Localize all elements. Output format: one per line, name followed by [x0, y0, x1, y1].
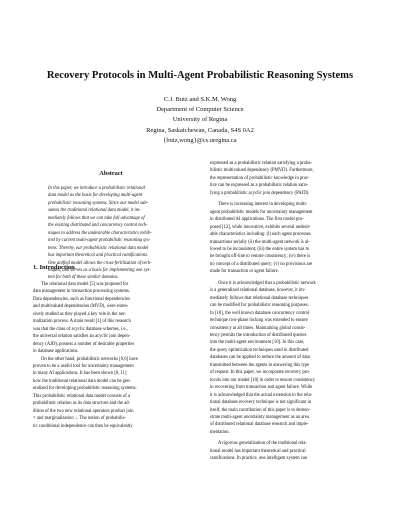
- body-text-line: fying a probabilistic acyclic join dependency (PAJD).: [210, 190, 310, 196]
- body-text-line: On the other hand, probabilistic networks [6,6] have: [41, 356, 139, 362]
- author-university: University of Regina: [172, 116, 228, 124]
- body-text-line: and multivalued dependencies (MVD), were exten-: [33, 304, 129, 310]
- body-text-line: of distributed relational database research and imple-: [210, 422, 309, 428]
- author-block: [100, 95, 300, 146]
- abstract-line: the existing distributed and concurrency control tech-: [48, 223, 148, 229]
- body-text-line: eralized for developing probabilistic reasoning systems.: [33, 386, 137, 392]
- abstract-line: One unified model allows the cross-fertilization of tech-: [48, 260, 152, 266]
- body-text-line: In [10], the well known database concurrency control: [210, 310, 310, 316]
- body-text-line: of request. In this paper, we incorporate recovery pro-: [210, 370, 311, 376]
- right-column-body: [210, 160, 368, 463]
- body-text-line: bilistic multivalued dependency (PMVD). Furthermore,: [210, 168, 314, 174]
- body-text-line: made for transaction or agent failure.: [210, 269, 279, 275]
- body-text-line: in database applications.: [33, 349, 79, 355]
- body-text-line: agent probabilistic models for uncertainty management: [210, 209, 313, 215]
- author-location: Regina, Saskatchewan, Canada, S4S 0A2: [146, 126, 254, 134]
- body-text-line: in distributed AI applications. The first model pro-: [210, 217, 304, 223]
- body-text-line: proven to be a useful tool for uncertainty management: [33, 363, 134, 369]
- body-text-line: tic conditional independence can then be equivalently: [33, 423, 133, 429]
- body-text-line: dency (AJD), possess a number of desirable properties: [33, 341, 135, 347]
- paper-title: Recovery Protocols in Multi-Agent Probabilistic Reasoning Systems: [46, 70, 354, 81]
- body-text-line: itself, the main contribution of this paper is to demon-: [210, 407, 311, 413]
- body-text-line: tional database recovery technique is not significant in: [210, 400, 312, 406]
- body-text-line: technique two-phase locking was extended to ensure: [210, 318, 308, 324]
- body-text-line: This probabilistic relational data model consists of a: [33, 393, 131, 399]
- body-text-line: × and marginalization ↓. The notion of probabilis-: [33, 416, 126, 422]
- abstract-line: ited by current multi-agent probabilistic reasoning sys-: [48, 238, 151, 244]
- body-text-line: in recovering from transaction and agent failure. While: [210, 385, 313, 391]
- body-text-line: the query optimization techniques used in distributed: [210, 347, 309, 353]
- body-text-line: dition of the two new relational operators product join: [33, 408, 134, 414]
- abstract-line: has important theoretical and practical ramifications.: [48, 253, 149, 259]
- introduction-body: [33, 281, 189, 430]
- abstract-line: niques, and serves as a basis for implementing one sys-: [48, 267, 151, 273]
- body-text-line: in many AI applications. It has been shown [8, 11]: [33, 371, 127, 377]
- body-text-line: was that the class of acyclic database schemes, i.e.,: [33, 326, 128, 332]
- body-text-line: tocols into our model [10] in order to ensure consistency: [210, 377, 316, 383]
- abstract-line: data model as the basis for developing multi-agent: [48, 193, 143, 199]
- body-text-line: the universal relation satisfies an acyclic join depen-: [33, 334, 131, 340]
- author-names: C.J. Butz and S.K.M. Wong: [163, 96, 237, 103]
- body-text-line: how the traditional relational data model can be gen-: [33, 378, 131, 384]
- abstract-line: mediately follows that we can take full advantage of: [48, 215, 145, 221]
- body-text-line: can be modified for probabilistic reasoning purposes.: [210, 303, 309, 309]
- body-text-line: lowed to be inconsistent; (iii) the entire system has to: [210, 246, 310, 252]
- body-text-line: the representation of probabilistic knowledge in prac-: [210, 175, 310, 181]
- body-text-line: no concept of a distributed query; (v) no provisions are: [210, 261, 313, 267]
- body-text-line: mentation.: [210, 429, 230, 435]
- body-text-line: tice can be expressed as a probabilistic relation satis-: [210, 183, 309, 189]
- body-text-line: is a generalized relational database, however, it im-: [210, 288, 306, 294]
- abstract-line: probabilistic reasoning systems. Since our model sub-: [48, 200, 149, 206]
- body-text-line: posed [12], while innovative, exhibits several undesir-: [210, 224, 311, 230]
- body-text-line: be brought off-line to restore consistency; (iv) there is: [210, 254, 311, 260]
- body-text-line: expressed as a probabilistic relation satisfying a proba-: [210, 161, 312, 166]
- body-text-line: transactions serially (ii) the multi-agent network is al-: [210, 239, 310, 245]
- body-text-line: Data dependencies, such as functional dependencies: [33, 296, 130, 302]
- abstract-line: niques to address the undesirable characteristics exhib-: [48, 230, 152, 236]
- section-heading-introduction: 1. Introduction: [33, 264, 75, 271]
- body-text-line: data management in transaction processing systems.: [33, 289, 130, 295]
- body-text-line: strate multi-agent uncertainty management as an area: [210, 414, 309, 420]
- body-text-line: databases can be applied to reduce the amount of data: [210, 355, 310, 361]
- body-text-line: malization process. A main result [1] of this research: [33, 319, 131, 325]
- abstract-line: tems. Thereby, our probabilistic relational data model: [48, 245, 149, 251]
- body-text-line: transmitted between the agents in answering this type: [210, 362, 310, 368]
- author-email: {butz,wong}@cs.uregina.ca: [163, 136, 237, 144]
- body-text-line: into the multi-agent environment [10]. In this case,: [210, 340, 305, 346]
- body-text-line: tional model has important theoretical and practical: [210, 448, 306, 454]
- body-text-line: A rigorous generalization of the traditional rela-: [218, 441, 307, 447]
- body-text-line: consistency at all times. Maintaining global consis-: [210, 325, 306, 331]
- abstract-line: tem for both of these similar domains.: [48, 275, 119, 281]
- body-text-line: Once it is acknowledged that a probabilistic network: [218, 280, 316, 286]
- body-text-line: mediately follows that relational database techniques: [210, 295, 309, 301]
- author-department: Department of Computer Science: [156, 106, 244, 114]
- body-text-line: There is increasing interest in developing multi-: [218, 202, 308, 208]
- body-text-line: able characteristics including: (i) each agent processes: [210, 232, 311, 238]
- abstract-line: sumes the traditional relational data model, it im-: [48, 208, 141, 214]
- body-text-line: The relational data model [5] was proposed for: [41, 282, 129, 287]
- body-text-line: probabilistic relation as its data structure and the ad-: [33, 401, 131, 407]
- body-text-line: tency permits the introduction of distributed queries: [210, 332, 307, 338]
- abstract-heading: Abstract: [99, 170, 123, 177]
- body-text-line: it is acknowledged that the actual extension to the rela-: [210, 392, 313, 398]
- abstract-line: In this paper, we introduce a probabilistic relational: [48, 186, 145, 191]
- body-text-line: ramifications. In practice, one intelligent system can: [210, 456, 308, 462]
- body-text-line: sively studied as they played a key role in the nor-: [33, 311, 127, 317]
